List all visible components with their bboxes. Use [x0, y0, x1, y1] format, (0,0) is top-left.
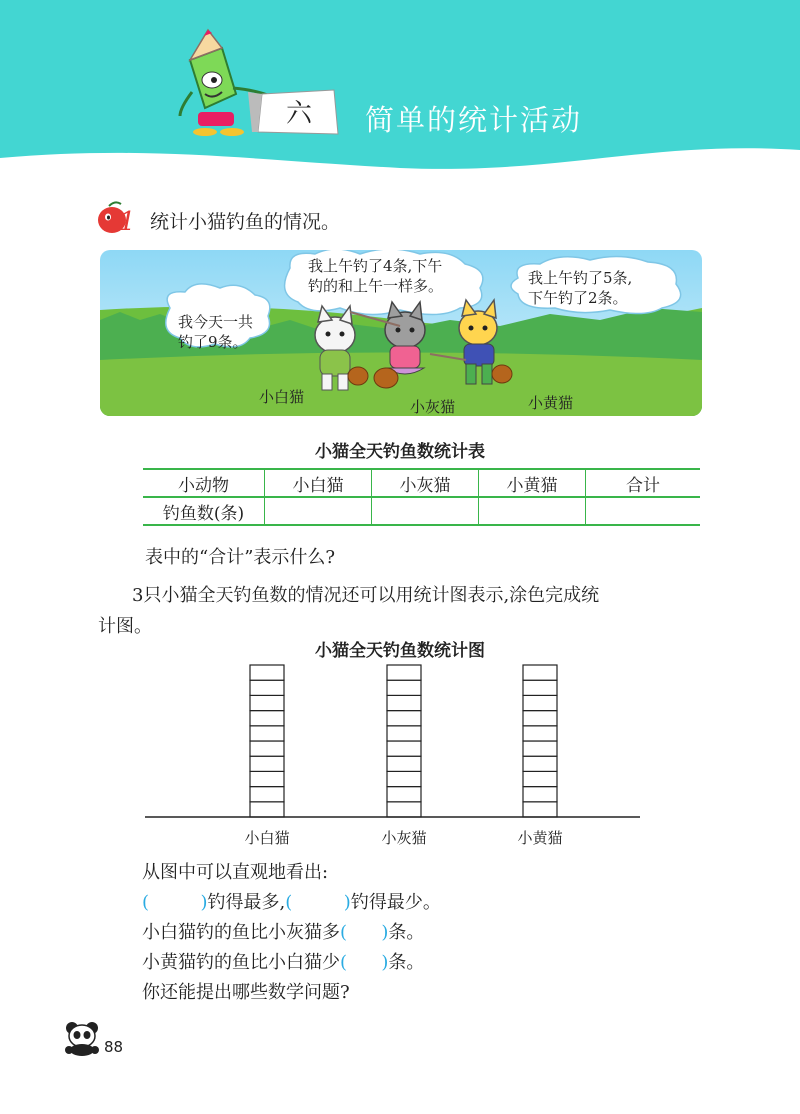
chart-grid-cell[interactable]: [523, 741, 557, 756]
chart-grid-cell[interactable]: [250, 741, 284, 756]
chart-grid-cell[interactable]: [250, 665, 284, 680]
question-total-meaning: 表中的“合计”表示什么?: [145, 547, 336, 568]
page-number: 88: [104, 1038, 124, 1056]
chart-grid-cell[interactable]: [387, 787, 421, 802]
chart-category-label: 小黄猫: [517, 829, 563, 847]
bubble-left-text-2: 钓了9条。: [178, 333, 248, 351]
chart-grid-cell[interactable]: [387, 771, 421, 786]
observation-most-text: 钓得最多,: [207, 892, 286, 913]
observation-line-white-vs-gray: [142, 918, 424, 944]
chart-category-label: 小白猫: [244, 829, 290, 847]
observation-unit-text: 条。: [388, 922, 425, 943]
bubble-middle-text-1: 我上午钓了4条,下午: [308, 257, 443, 275]
observation-least-text: 钓得最少。: [350, 892, 441, 913]
observation-line-most-least: [142, 888, 441, 914]
table-header-cell: 小灰猫: [372, 469, 479, 497]
chart-grid-cell[interactable]: [387, 680, 421, 695]
bubble-right-text-2: 下午钓了2条。: [528, 289, 628, 307]
table-blank-cell[interactable]: [479, 497, 586, 525]
observation-yellow-white-text: 小黄猫钓的鱼比小白猫少: [142, 952, 340, 973]
chart-category-label: 小灰猫: [381, 829, 427, 847]
label-white-cat: 小白猫: [259, 388, 305, 406]
table-header-row: [143, 469, 700, 497]
table-header-cell: 小白猫: [265, 469, 372, 497]
svg-text:1: 1: [119, 207, 136, 236]
chart-grid-cell[interactable]: [523, 771, 557, 786]
observation-line-yellow-vs-white: [142, 948, 424, 974]
answer-blank-yellow-white[interactable]: ( ): [340, 952, 389, 973]
chart-grid-cell[interactable]: [387, 711, 421, 726]
chapter-number: 六: [285, 99, 312, 129]
answer-blank-white-gray[interactable]: ( ): [340, 922, 389, 943]
task-title: 统计小猫钓鱼的情况。: [150, 211, 341, 233]
chart-grid-cell[interactable]: [387, 741, 421, 756]
chart-grid-cell[interactable]: [250, 771, 284, 786]
chart-grid-cell[interactable]: [250, 787, 284, 802]
answer-blank-least[interactable]: ( ): [285, 892, 351, 913]
chart-grid-cell[interactable]: [250, 726, 284, 741]
answer-blank-most[interactable]: ( ): [142, 892, 208, 913]
chart-title: 小猫全天钓鱼数统计图: [315, 641, 485, 661]
chart-grid-cell[interactable]: [250, 756, 284, 771]
bubble-middle-text-2: 钓的和上午一样多。: [308, 277, 444, 295]
chapter-header-banner: [0, 0, 800, 175]
table-blank-cell[interactable]: [372, 497, 479, 525]
observation-intro: 从图中可以直观地看出:: [142, 862, 329, 883]
bubble-left-text-1: 我今天一共: [178, 313, 254, 331]
panda-icon: [64, 1020, 102, 1056]
table-header-cell: 小动物: [143, 469, 265, 497]
table-header-cell: 合计: [586, 469, 701, 497]
question-chart-line-1: 3只小猫全天钓鱼数的情况还可以用统计图表示,涂色完成统: [132, 585, 600, 606]
table-header-cell: 小黄猫: [479, 469, 586, 497]
table-blank-cell[interactable]: [265, 497, 372, 525]
observation-closing-question: 你还能提出哪些数学问题?: [142, 982, 350, 1003]
question-chart-line-2: 计图。: [98, 616, 152, 637]
task-number-badge-icon: [95, 200, 137, 236]
observation-white-gray-text: 小白猫钓的鱼比小灰猫多: [142, 922, 340, 943]
fish-count-bar-grid-chart: [140, 660, 650, 860]
chart-grid-cell[interactable]: [387, 756, 421, 771]
table-row-label: 钓鱼数(条): [143, 497, 265, 525]
chapter-title: 简单的统计活动: [365, 103, 583, 137]
chart-grid-cell[interactable]: [250, 711, 284, 726]
label-yellow-cat: 小黄猫: [528, 394, 574, 412]
chart-grid-cell[interactable]: [387, 695, 421, 710]
chart-grid-cell[interactable]: [523, 726, 557, 741]
chart-grid-cell[interactable]: [523, 665, 557, 680]
chart-grid-cell[interactable]: [523, 787, 557, 802]
chart-grid-cell[interactable]: [387, 726, 421, 741]
table-blank-cell[interactable]: [586, 497, 701, 525]
chart-grid-cell[interactable]: [523, 802, 557, 817]
chart-grid-cell[interactable]: [523, 711, 557, 726]
label-gray-cat: 小灰猫: [410, 398, 456, 416]
chart-grid-cell[interactable]: [523, 695, 557, 710]
fish-count-table: [143, 468, 700, 526]
chart-grid-cell[interactable]: [250, 695, 284, 710]
chart-grid-cell[interactable]: [523, 680, 557, 695]
table-row: [143, 497, 700, 525]
chart-grid-cell[interactable]: [250, 802, 284, 817]
chart-grid-cell[interactable]: [250, 680, 284, 695]
table-title: 小猫全天钓鱼数统计表: [315, 442, 485, 462]
chart-grid-cell[interactable]: [387, 665, 421, 680]
bubble-right-text-1: 我上午钓了5条,: [528, 269, 633, 287]
observation-unit-text: 条。: [388, 952, 425, 973]
chart-grid-cell[interactable]: [523, 756, 557, 771]
chart-grid-cell[interactable]: [387, 802, 421, 817]
